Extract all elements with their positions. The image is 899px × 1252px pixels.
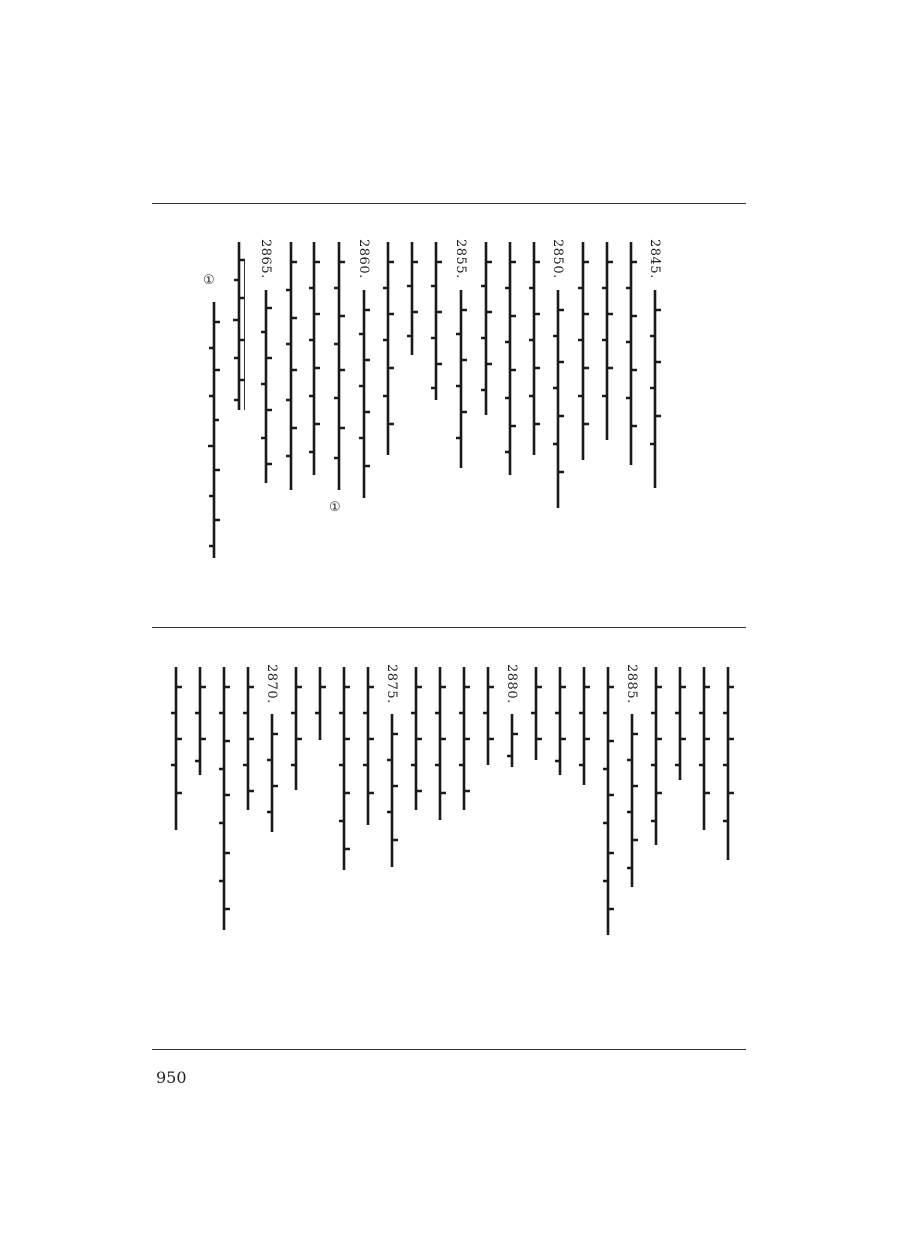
verse-column: [502, 240, 518, 480]
verse-column: [456, 665, 472, 815]
verse-column: [576, 665, 592, 790]
verse-column: [720, 665, 736, 865]
verse-column: [356, 288, 372, 503]
line-number: 2885.: [624, 664, 639, 704]
verse-column: [404, 240, 420, 360]
footnote-column-1: [231, 240, 247, 420]
middle-rule: [152, 627, 746, 628]
verse-column: [552, 665, 568, 780]
verse-column: [575, 240, 591, 465]
verse-column: [696, 665, 712, 835]
verse-column: [288, 665, 304, 795]
verse-column: [478, 240, 494, 420]
verse-column: [428, 240, 444, 405]
footnote-column-2: [206, 300, 222, 565]
verse-column: [168, 665, 184, 835]
verse-column: [624, 712, 640, 892]
verse-column: [306, 240, 322, 480]
line-number: 2875.: [384, 664, 399, 704]
verse-column: [264, 712, 280, 837]
verse-column: [312, 665, 328, 745]
verse-column: [600, 665, 616, 940]
verse-column: [192, 665, 208, 780]
verse-column: [672, 665, 688, 785]
bottom-rule: [152, 1049, 746, 1050]
verse-column: [360, 665, 376, 830]
verse-column: [480, 665, 496, 770]
verse-column: [599, 240, 615, 445]
verse-column: [623, 240, 639, 470]
verse-column: [258, 288, 274, 488]
page-number: 950: [156, 1068, 187, 1087]
verse-column: [216, 665, 232, 935]
verse-column: [336, 665, 352, 875]
verse-column: [408, 665, 424, 815]
verse-column: [648, 665, 664, 850]
line-number: 2855.: [453, 239, 468, 279]
verse-column: [528, 665, 544, 765]
verse-column: [526, 240, 542, 460]
verse-column: [283, 240, 299, 495]
verse-column: [380, 240, 396, 460]
line-number: 2845.: [647, 239, 662, 279]
footnote-marker: ①: [203, 273, 215, 288]
line-number: 2865.: [258, 239, 273, 279]
verse-column: [331, 240, 347, 495]
verse-column: [504, 712, 520, 772]
line-number: 2860.: [356, 239, 371, 279]
verse-column: [647, 288, 663, 493]
verse-column: [453, 288, 469, 473]
line-number: 2870.: [264, 664, 279, 704]
verse-column: [384, 712, 400, 872]
top-rule: [152, 203, 746, 204]
verse-column: [432, 665, 448, 825]
verse-column: [550, 288, 566, 513]
line-number: 2850.: [550, 239, 565, 279]
verse-column: [240, 665, 256, 815]
line-number: 2880.: [504, 664, 519, 704]
footnote-marker: ①: [329, 500, 341, 515]
